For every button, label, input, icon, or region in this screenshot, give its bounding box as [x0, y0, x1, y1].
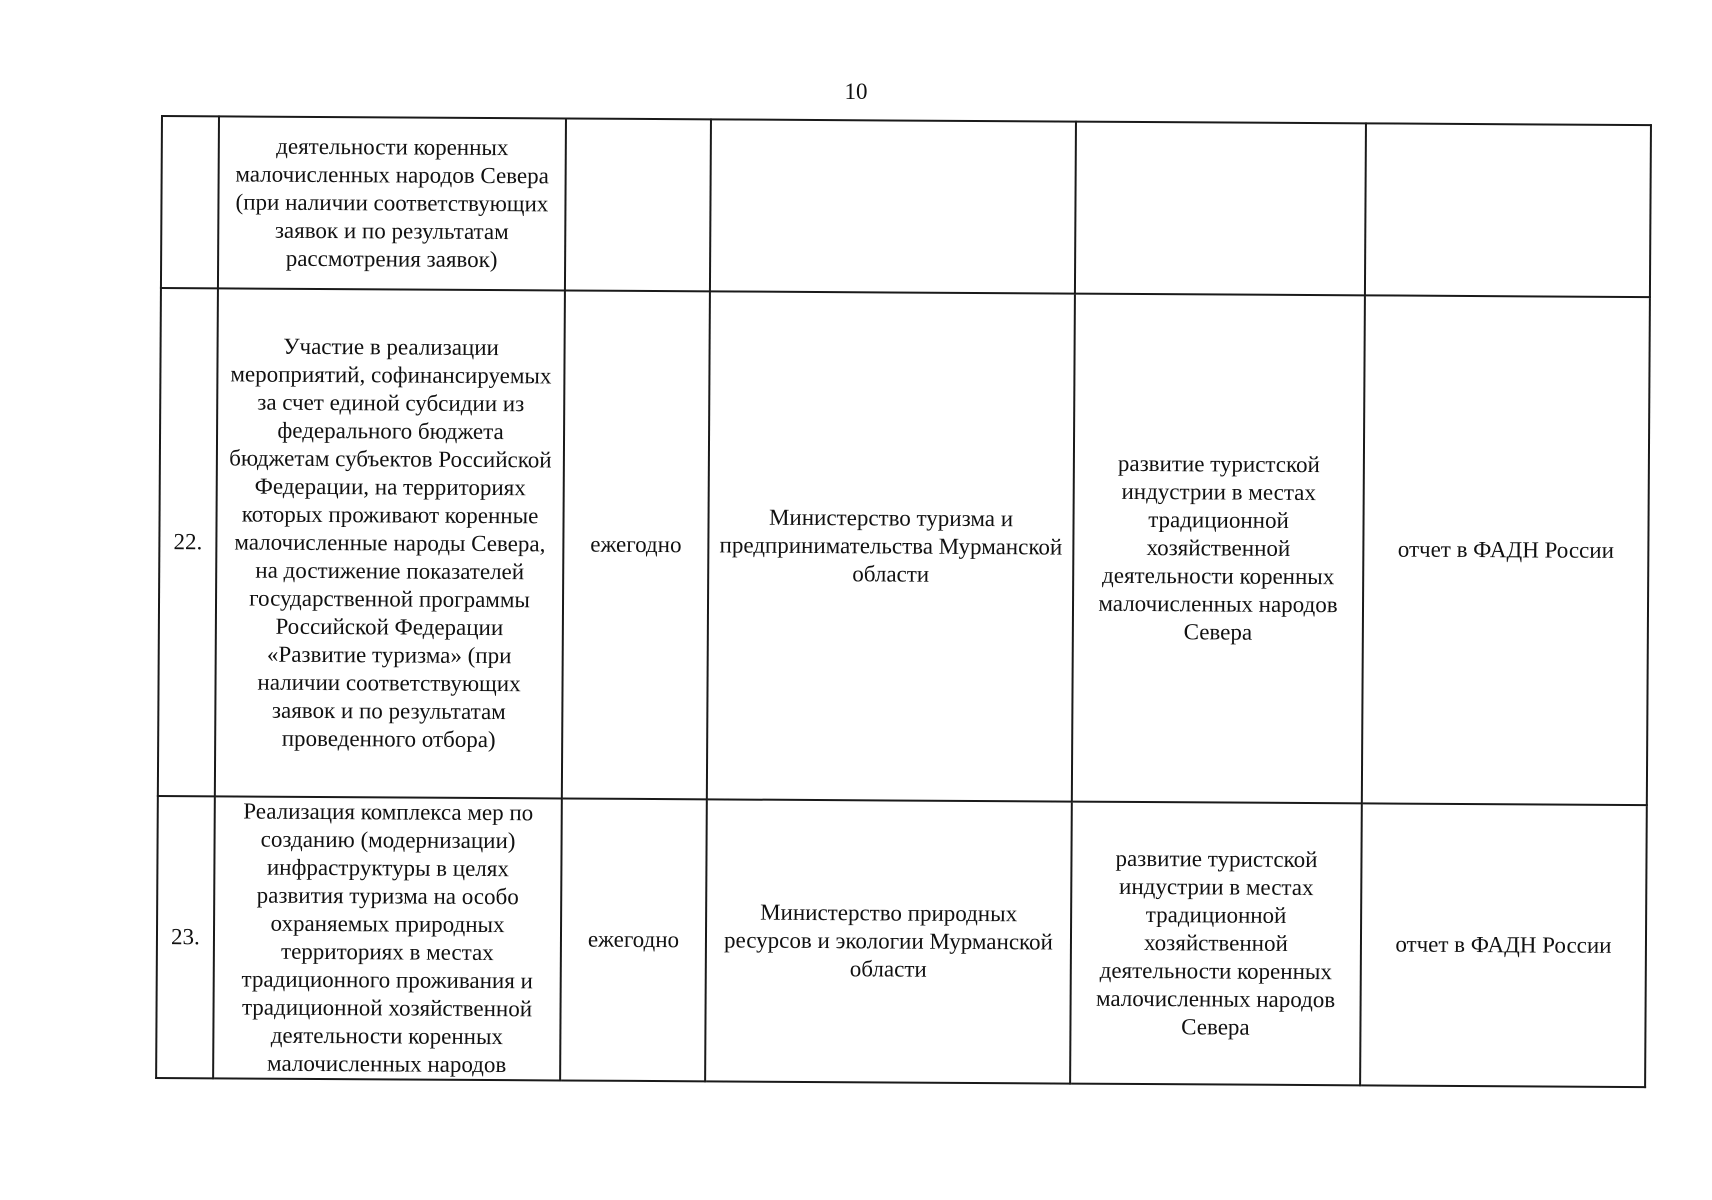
responsible-text — [719, 205, 1066, 207]
period-cell — [562, 290, 710, 799]
table-row — [156, 796, 1647, 1087]
period-text — [574, 205, 701, 206]
row-number-cell — [156, 796, 215, 1078]
period-text: ежегодно — [587, 926, 680, 953]
row-number-cell — [161, 116, 219, 288]
report-text — [1374, 209, 1641, 211]
period-text: ежегодно — [590, 531, 682, 558]
result-cell — [1072, 294, 1365, 804]
result-text: развитие туристской индустрии в местах традиционной хозяйственной деятельности коренных малочисленных народов Севера — [1098, 450, 1338, 645]
report-cell — [1362, 295, 1650, 805]
report-text: отчет в ФАДН России — [1395, 931, 1612, 958]
action-text: Реализация комплекса мер по созданию (модернизации) инфраструктуры в целях развития туризма на особо охраняемых природных территориях в местах традиционного проживания и традиционной хозяйственной деятельности коренных малочисленных народов — [241, 798, 534, 1078]
result-cell — [1075, 122, 1366, 296]
result-cell — [1070, 802, 1362, 1086]
table-row — [161, 116, 1651, 297]
action-cell — [218, 116, 566, 290]
report-cell — [1360, 803, 1647, 1087]
result-text: развитие туристской индустрии в местах традиционной хозяйственной деятельности коренных малочисленных народов Севера — [1095, 845, 1336, 1040]
report-text: отчет в ФАДН России — [1397, 536, 1615, 563]
row-number: 22. — [173, 529, 203, 555]
responsible-text: Министерство природных ресурсов и экологии Мурманской области — [723, 899, 1053, 982]
period-cell — [565, 118, 711, 291]
action-text: Участие в реализации мероприятий, софинансируемых за счет единой субсидии из федерального бюджета бюджетам субъектов Российской Федерации, на территориях которых проживают коренные малочисленные народы Севера, на достижение показателей государственной программы Российской Федерации «Развитие туризма» (при наличии соответствующих заявок и по результатам проведенного отбора) — [229, 333, 552, 753]
action-text: деятельности коренных малочисленных народов Севера (при наличии соответствующих заявок и по результатам рассмотрения заявок) — [235, 133, 549, 273]
responsible-cell — [707, 291, 1075, 801]
action-cell — [213, 796, 562, 1080]
responsible-cell — [710, 119, 1076, 293]
report-cell — [1365, 123, 1651, 297]
responsible-cell — [705, 799, 1072, 1083]
row-number: 23. — [171, 924, 200, 950]
result-text — [1084, 208, 1356, 210]
responsible-text: Министерство туризма и предпринимательства Мурманской области — [719, 504, 1063, 587]
measures-table — [155, 115, 1652, 1088]
action-cell — [215, 288, 565, 798]
table-row — [158, 288, 1650, 805]
period-cell — [560, 798, 707, 1081]
page-number: 10 — [844, 79, 868, 104]
row-number-cell — [158, 288, 218, 796]
